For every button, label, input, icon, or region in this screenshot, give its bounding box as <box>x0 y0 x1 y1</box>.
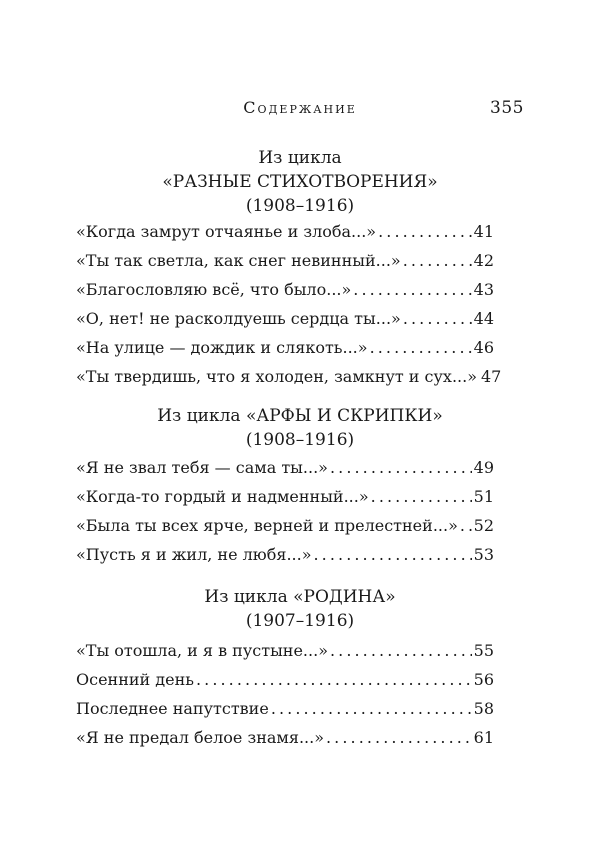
toc-entry-title: «Когда-то гордый и надменный...» <box>76 487 369 506</box>
toc-entry-page: 51 <box>473 487 494 506</box>
toc-entry-title: «Когда замрут отчаянье и злоба...» <box>76 222 377 241</box>
leader-dots <box>460 516 472 535</box>
section-heading-line: «РАЗНЫЕ СТИХОТВОРЕНИЯ» <box>162 172 438 192</box>
leader-dots <box>314 545 472 564</box>
toc-entry-page: 46 <box>473 338 494 357</box>
section-heading <box>76 585 524 633</box>
toc-entry[interactable] <box>76 728 494 757</box>
leader-dots <box>330 641 472 660</box>
leader-dots <box>370 338 472 357</box>
toc-list <box>76 458 494 574</box>
leader-dots <box>378 222 472 241</box>
toc-entry-title: «Ты так светла, как снег невинный...» <box>76 251 401 270</box>
toc-entry-title: «Ты отошла, и я в пустыне...» <box>76 641 328 660</box>
toc-entry-page: 52 <box>473 516 494 535</box>
leader-dots <box>196 670 472 689</box>
toc-entry-title: Осенний день <box>76 670 194 689</box>
toc-entry[interactable] <box>76 309 494 338</box>
toc-entry-page: 56 <box>473 670 494 689</box>
toc-entry-page: 43 <box>473 280 494 299</box>
section-heading <box>76 146 524 218</box>
toc-entry-page: 58 <box>473 699 494 718</box>
toc-entry-page: 55 <box>473 641 494 660</box>
page-number: 355 <box>490 98 524 118</box>
section-heading-line: (1908–1916) <box>245 430 355 450</box>
toc-entry-title: «Благословляю всё, что было...» <box>76 280 352 299</box>
toc-entry-title: «Ты твердишь, что я холоден, замкнут и сух...» <box>76 367 477 386</box>
running-head <box>76 98 524 118</box>
running-head-title: Содержание <box>243 98 357 117</box>
section-heading-line: (1907–1916) <box>245 611 355 631</box>
toc-entry[interactable] <box>76 641 494 670</box>
leader-dots <box>271 699 472 718</box>
toc-entry[interactable] <box>76 545 494 574</box>
toc-entry[interactable] <box>76 487 494 516</box>
section-heading-line: Из цикла «АРФЫ И СКРИПКИ» <box>157 406 443 426</box>
toc-entry-title: «Была ты всех ярче, верней и прелестней...» <box>76 516 458 535</box>
section-heading <box>76 404 524 452</box>
toc-entry[interactable] <box>76 338 494 367</box>
toc-entry-title: «На улице — дождик и слякоть...» <box>76 338 368 357</box>
leader-dots <box>353 280 471 299</box>
toc-entry-title: «О, нет! не расколдуешь сердца ты...» <box>76 309 401 328</box>
toc-list <box>76 641 494 757</box>
section-heading-line: (1908–1916) <box>245 196 355 216</box>
leader-dots <box>330 458 472 477</box>
toc-entry-title: Последнее напутствие <box>76 699 269 718</box>
toc-entry-page: 41 <box>473 222 494 241</box>
leader-dots <box>403 309 472 328</box>
toc-entry-title: «Я не звал тебя — сама ты...» <box>76 458 328 477</box>
toc-entry[interactable] <box>76 458 494 487</box>
toc-entry-page: 53 <box>473 545 494 564</box>
toc-entry-page: 44 <box>473 309 494 328</box>
toc-entry[interactable] <box>76 222 494 251</box>
toc-entry-title: «Я не предал белое знамя...» <box>76 728 324 747</box>
leader-dots <box>403 251 472 270</box>
toc-entry[interactable] <box>76 280 494 309</box>
toc-entry-page: 49 <box>473 458 494 477</box>
toc-entry[interactable] <box>76 699 494 728</box>
section-heading-line: Из цикла <box>258 148 342 168</box>
toc-entry[interactable] <box>76 516 494 545</box>
toc-entry[interactable] <box>76 670 494 699</box>
section-heading-line: Из цикла «РОДИНА» <box>204 587 396 607</box>
toc-entry-page: 61 <box>473 728 494 747</box>
toc-entry[interactable] <box>76 251 494 280</box>
toc-entry-title: «Пусть я и жил, не любя...» <box>76 545 312 564</box>
leader-dots <box>371 487 472 506</box>
toc-entry-page: 42 <box>473 251 494 270</box>
leader-dots <box>326 728 472 747</box>
toc-list <box>76 222 502 396</box>
toc-entry[interactable] <box>76 367 502 396</box>
toc-entry-page: 47 <box>480 367 502 386</box>
